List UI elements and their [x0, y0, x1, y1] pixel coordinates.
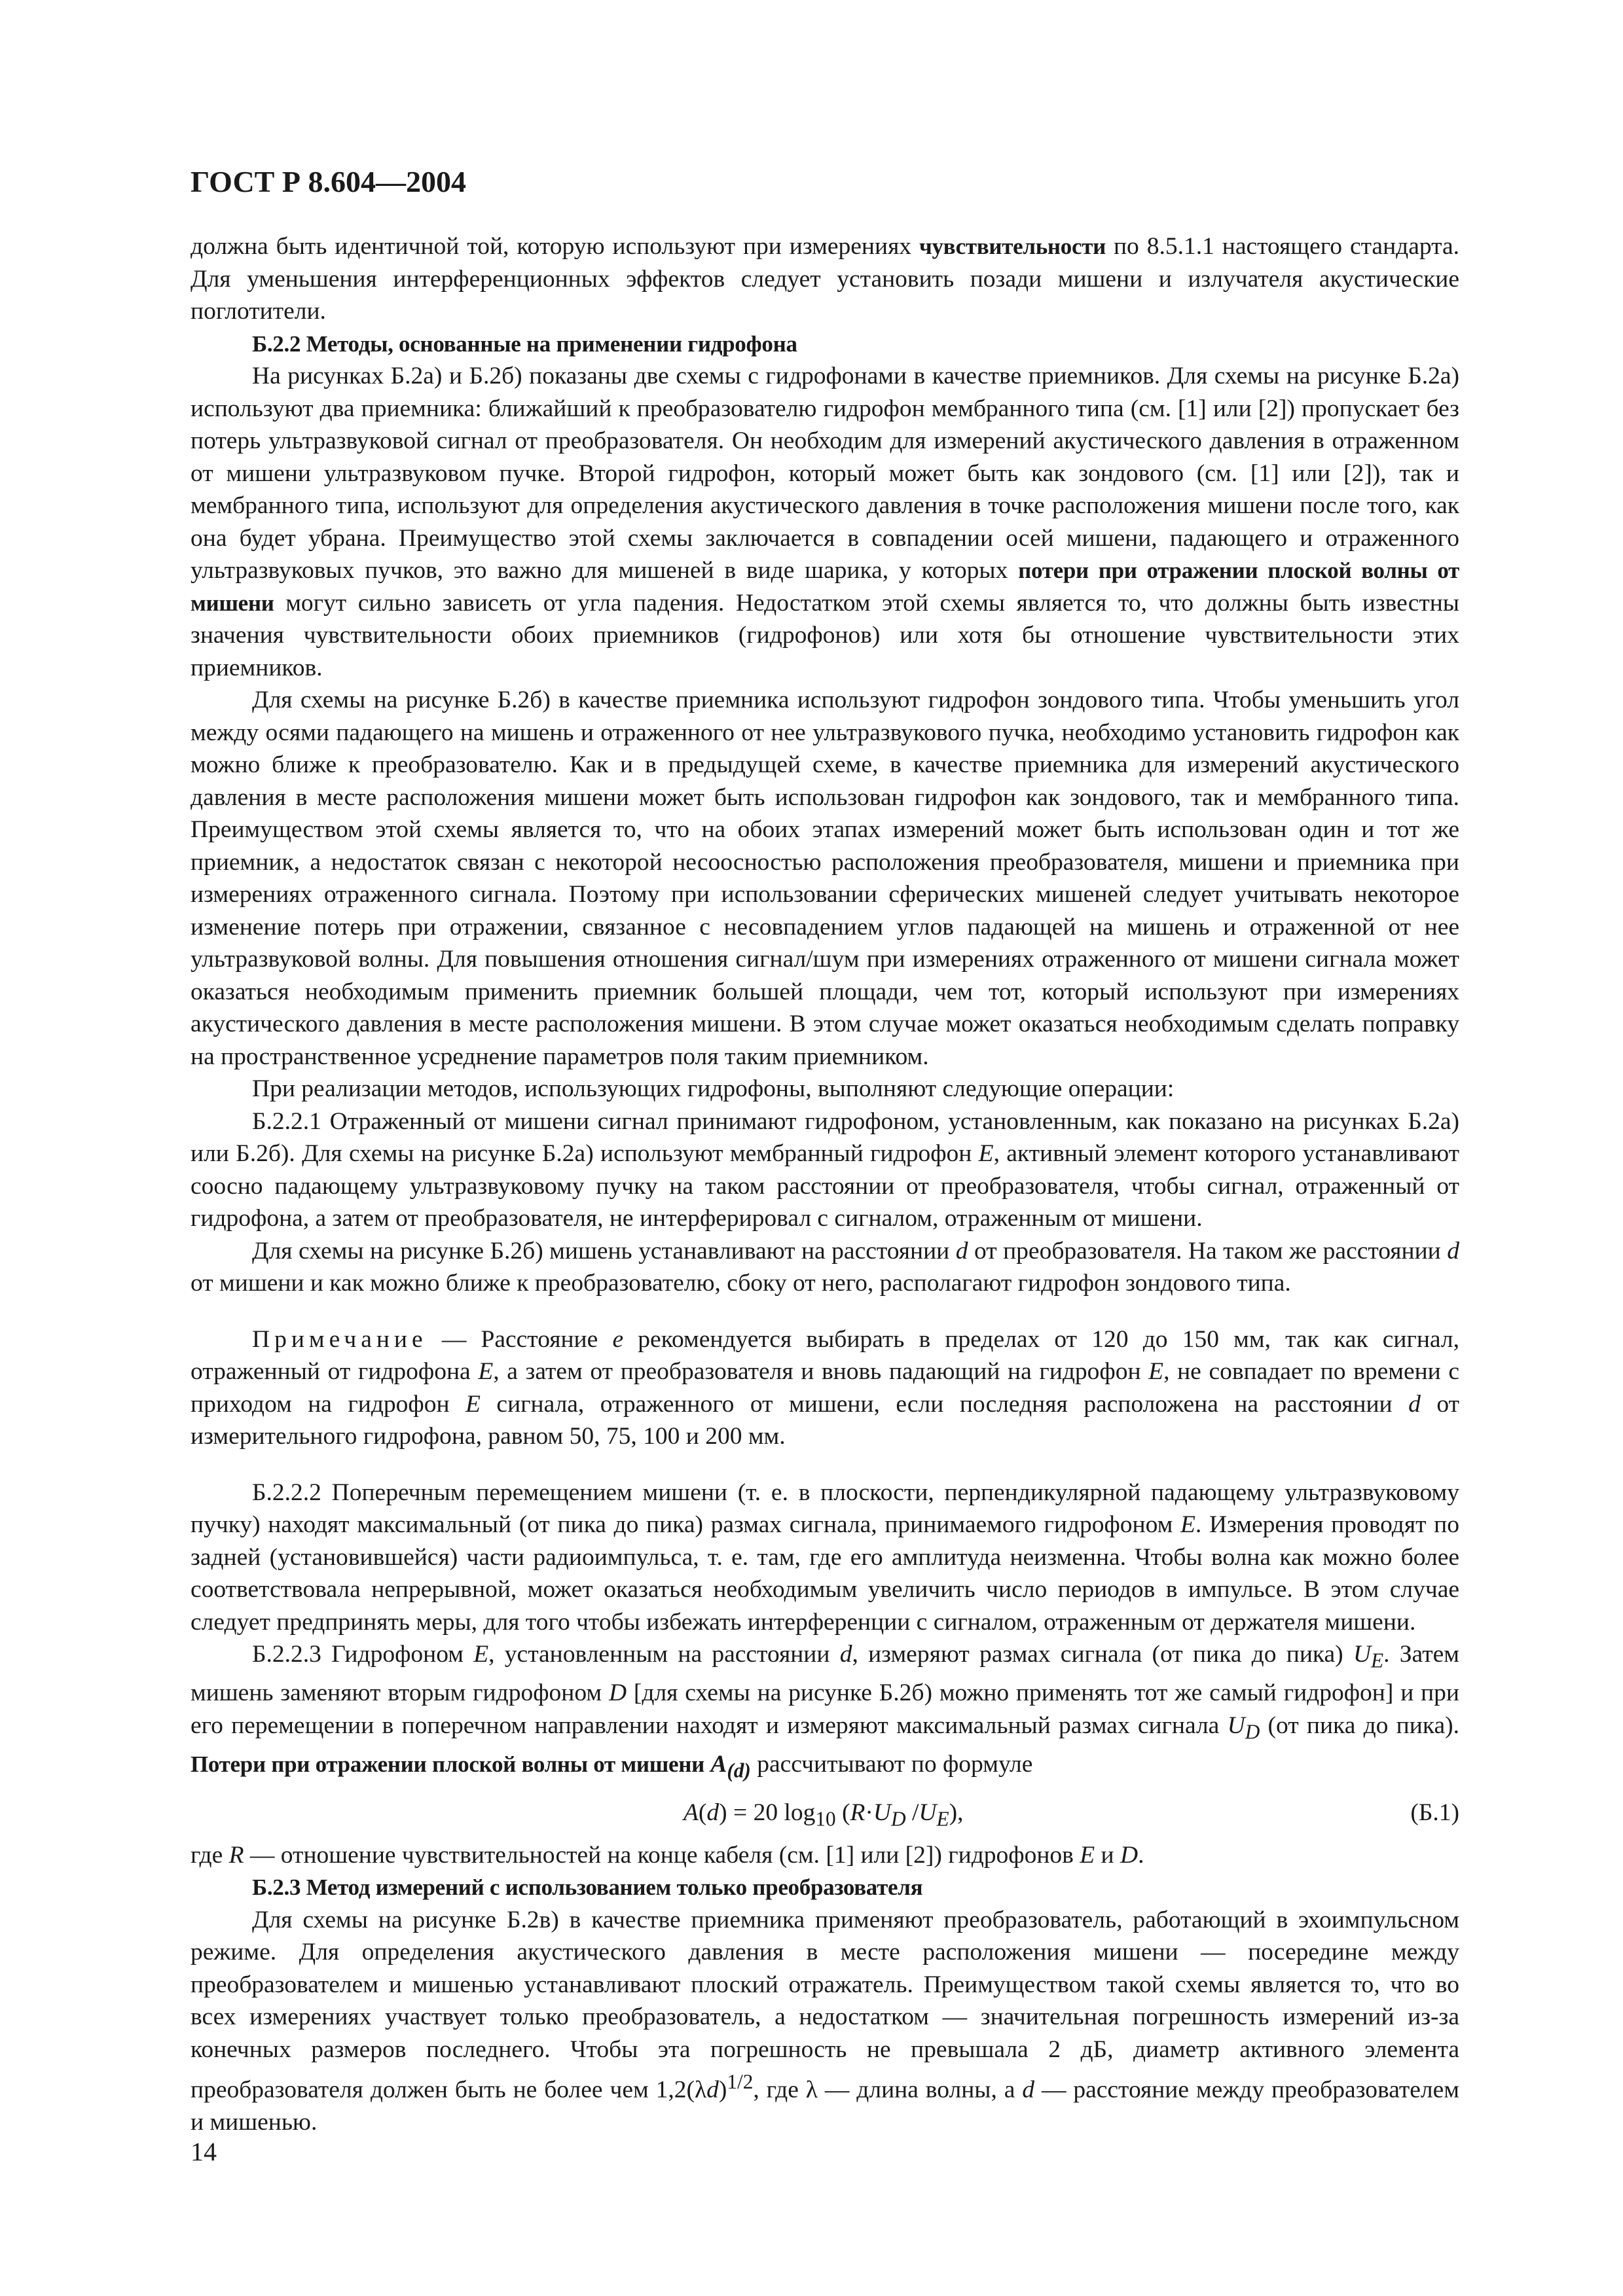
section-b23-paragraph-1: Для схемы на рисунке Б.2в) в качестве приемника применяют преобразователь, работающий в эхоимпульсном режиме. Для определения акустического давления в месте расположения мишени — посередине между преобразователем и мишенью устанавливают плоский отражатель. Преимуществом такой схемы является то, что во всех измерениях участвует только преобразователь, а недостатком — значительная погрешность измерений из-за конечных размеров последнего. Чтобы эта погрешность не превышала 2 дБ, диаметр активного элемента преобразователя должен быть не более чем $1,2(\lambda d)^{1/2}$, где λ — длина волны, а d — расстояние между преобразователем и мишенью.	[191, 1906, 1459, 2136]
clause-b222: Б.2.2.2 Поперечным перемещением мишени (т. е. в плоскости, перпендикулярной падающему ультразвуковому пучку) находят максимальный (от пика до пика) размах сигнала, принимаемого гидрофоном E. Измерения проводят по задней (установившейся) части радиоимпульса, т. е. там, где его амплитуда неизменна. Чтобы волна как можно более соответствовала непрерывной, может оказаться необходимым увеличить число периодов в импульсе. В этом случае следует предпринять меры, для того чтобы избежать интерференции с сигналом, отраженным от держателя мишени.	[191, 1479, 1459, 1636]
section-b23-heading: Б.2.3 Метод измерений с использованием только преобразователя	[252, 1874, 923, 1900]
section-b22-paragraph-3: При реализации методов, использующих гидрофоны, выполняют следующие операции:	[252, 1075, 1175, 1102]
section-b22-paragraph-1: На рисунках Б.2а) и Б.2б) показаны две схемы с гидрофонами в качестве приемников. Для схемы на рисунке Б.2а) используют два приемника: ближайший к преобразователю гидрофон мембранного типа (см. [1] или [2]) пропускает без потерь ультразвуковой сигнал от преобразователя. Он необходим для измерений акустического давления в отраженном от мишени ультразвуковом пучке. Второй гидрофон, который может быть как зондового (см. [1] или [2]), так и мембранного типа, используют для определения акустического давления в точке расположения мишени после того, как она будет убрана. Преимущество этой схемы заключается в совпадении осей мишени, падающего и отраженного ультразвуковых пучков, это важно для мишеней в виде шарика, у которых потери при отражении плоской волны от мишени могут сильно зависеть от угла падения. Недостатком этой схемы является то, что должны быть известны значения чувствительности обоих приемников (гидрофонов) или хотя бы отношение чувствительности этих приемников.	[191, 363, 1459, 681]
term-reflection-loss: потери при отражении плоской волны от мишени	[191, 558, 1459, 616]
note-paragraph: Примечание — Расстояние e рекомендуется выбирать в пределах от 120 до 150 мм, так как сигнал, отраженный от гидрофона E, а затем от преобразователя и вновь падающий на гидрофон E, не совпадает по времени с приходом на гидрофон E сигнала, отраженного от мишени, если последняя расположена на расстоянии d от измерительного гидрофона, равном 50, 75, 100 и 200 мм.	[191, 1325, 1460, 1450]
spacer	[191, 1300, 1459, 1323]
equation-number: (Б.1)	[1410, 1799, 1459, 1826]
clause-b221: Б.2.2.1 Отраженный от мишени сигнал принимают гидрофоном, установленным, как показано на рисунках Б.2а) или Б.2б). Для схемы на рисунке Б.2а) используют мембранный гидрофон E, активный элемент которого устанавливают соосно падающему ультразвуковому пучку на таком расстоянии от преобразователя, чтобы сигнал, отраженный от гидрофона, а затем от преобразователя, не интерферировал с сигналом, отраженным от мишени.	[191, 1107, 1459, 1232]
section-b22-paragraph-2: Для схемы на рисунке Б.2б) в качестве приемника используют гидрофон зондового типа. Чтобы уменьшить угол между осями падающего на мишень и отраженного от нее ультразвукового пучка, необходимо установить гидрофон как можно ближе к преобразователю. Как и в предыдущей схеме, в качестве приемника для измерений акустического давления в месте расположения мишени может быть использован гидрофон как зондового, так и мембранного типа. Преимуществом этой схемы является то, что на обоих этапах измерений может быть использован один и тот же приемник, а недостаток связан с некоторой несоосностью расположения преобразователя, мишени и приемника при измерениях отраженного сигнала. Поэтому при использовании сферических мишеней следует учитывать некоторое изменение потерь при отражении, связанное с несовпадением углов падающей на мишень и отраженной от нее ультразвуковой волны. Для повышения отношения сигнал/шум при измерениях отраженного от мишени сигнала может оказаться необходимым применить приемник большей площади, чем тот, который используют при измерениях акустического давления в месте расположения мишени. В этом случае может оказаться необходимым сделать поправку на пространственное усреднение параметров поля таким приемником.	[191, 687, 1459, 1070]
formula-expression: A(d) = 20 $\log_{10} (R\cdot U_D$ $/U_E$),	[684, 1799, 964, 1830]
note-label: Примечание	[252, 1325, 428, 1353]
document-code: ГОСТ Р 8.604—2004	[191, 165, 466, 198]
term-sensitivity: чувствительности	[919, 234, 1106, 259]
formula-explanation: где R — отношение чувствительностей на конце кабеля (см. [1] или [2]) гидрофонов E и D.	[191, 1841, 1144, 1869]
page-number: 14	[191, 2137, 217, 2166]
term-reflection-loss-2: Потери при отражении плоской волны от мишени	[191, 1751, 704, 1777]
formula-b1	[191, 1787, 1459, 1839]
spacer	[191, 1453, 1459, 1477]
clause-b223: Б.2.2.3 Гидрофоном E, установленным на расстоянии d, измеряют размах сигнала (от пика до пика) $U_E$. Затем мишень заменяют вторым гидрофоном D [для схемы на рисунке Б.2б) можно применять тот же самый гидрофон] и при его перемещении в поперечном направлении находят и измеряют максимальный размах сигнала $U_D$ (от пика до пика). Потери при отражении плоской волны от мишени $A_{(d)}$ рассчитывают по формуле	[191, 1641, 1459, 1782]
clause-b221-continued: Для схемы на рисунке Б.2б) мишень устанавливают на расстоянии d от преобразователя. На таком же расстоянии d от мишени и как можно ближе к преобразователю, сбоку от него, располагают гидрофон зондового типа.	[191, 1237, 1459, 1297]
section-b22-heading: Б.2.2 Методы, основанные на применении гидрофона	[252, 331, 797, 357]
intro-paragraph: должна быть идентичной той, которую используют при измерениях чувствительности по 8.5.1.1 настоящего стандарта. Для уменьшения интерференционных эффектов следует установить позади мишени и излучателя акустические поглотители.	[191, 233, 1459, 325]
